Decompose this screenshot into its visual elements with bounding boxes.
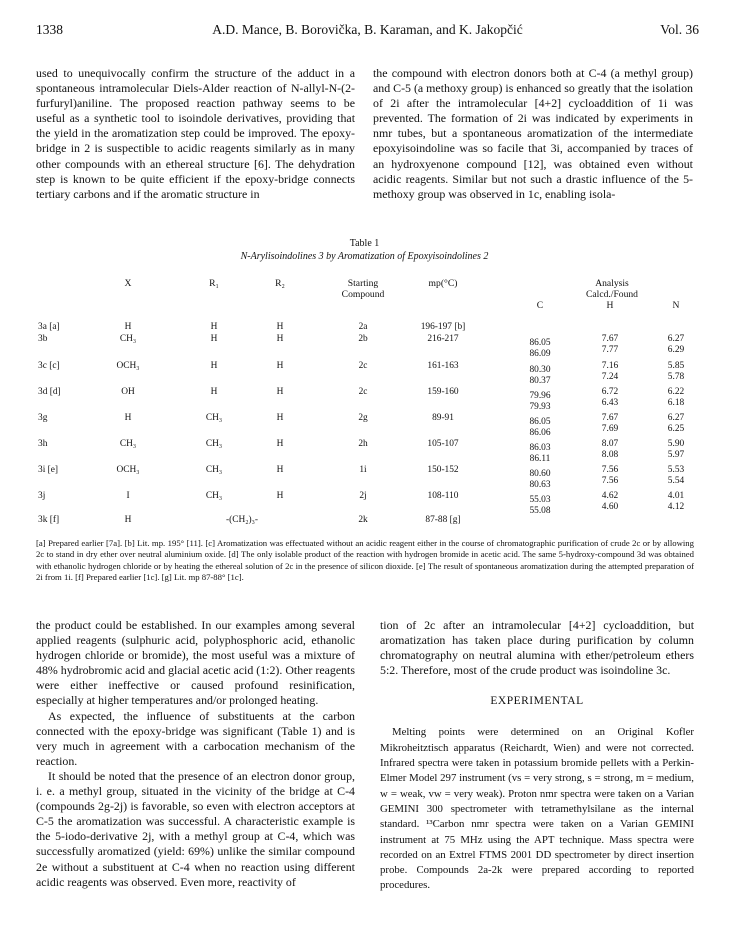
- cell-r2: H: [276, 387, 284, 397]
- cell-n-found: 5.54: [667, 476, 685, 486]
- col-header-n: N: [672, 300, 680, 311]
- cell-r2: H: [276, 465, 284, 475]
- table-caption-text: N-Arylisoindolines 3 by Aromatization of Epoxyisoindolines 2: [240, 251, 489, 262]
- cell-c-calcd: 55.03: [529, 495, 551, 505]
- row-compound-id: 3g: [38, 413, 48, 423]
- cell-h-found: 7.69: [601, 424, 619, 434]
- cell-h-found: 7.24: [601, 372, 619, 382]
- cell-mp: 105-107: [427, 439, 459, 449]
- row-compound-id: 3a [a]: [38, 322, 60, 332]
- cell-x: CH₃: [119, 439, 137, 449]
- cell-n-calcd: 4.01: [667, 491, 685, 501]
- col-header-mp: mp(°C): [428, 278, 458, 289]
- cell-mp: 87-88 [g]: [425, 515, 461, 525]
- cell-mp: 216-217: [427, 334, 459, 344]
- section-heading-experimental: EXPERIMENTAL: [490, 695, 584, 708]
- cell-x: OCH₃: [116, 361, 140, 371]
- cell-r2: H: [276, 439, 284, 449]
- cell-starting-compound: 2a: [358, 322, 368, 332]
- cell-starting-compound: 2h: [358, 439, 368, 449]
- cell-r1-r2-bridge: -(CH₂)₃-: [225, 515, 259, 525]
- cell-r1: CH₃: [205, 439, 223, 449]
- col-header-r2: R₂: [275, 278, 285, 289]
- cell-h-found: 7.56: [601, 476, 619, 486]
- cell-mp: 161-163: [427, 361, 459, 371]
- cell-r1: H: [210, 322, 218, 332]
- cell-c-calcd: 86.03: [529, 443, 551, 453]
- cell-c-calcd: 80.30: [529, 365, 551, 375]
- cell-c-found: 86.06: [529, 428, 551, 438]
- cell-r1: H: [210, 361, 218, 371]
- cell-n-found: 6.18: [667, 398, 685, 408]
- cell-h-calcd: 7.67: [601, 334, 619, 344]
- cell-r2: H: [276, 322, 284, 332]
- footnote-text: [a] Prepared earlier [7a]. [b] Lit. mp. 195° [11]. [c] Aromatization was effectuated without an acidic reagent either in the course of chromatographic purification of crude 2c or by allowing 2c to stand in dry ether over neutral aluminium oxide. [d] The only isolable product of the reaction with hydrogen bromide in acetic acid. The same 5-hydroxy-compound 3d was obtained with ethanolic hydrogen chloride or by heating the ethereal solution of 2c in the presence of silicon dioxide. [e] The result of spontaneous aromatization during the attempted preparation of 2i from 1i. [f] Prepared earlier [1c]. [g] Lit. mp 87-88° [1c].: [36, 538, 694, 583]
- cell-n-calcd: 6.22: [667, 387, 685, 397]
- cell-n-found: 5.78: [667, 372, 685, 382]
- cell-starting-compound: 2c: [358, 361, 368, 371]
- cell-c-calcd: 80.60: [529, 469, 551, 479]
- cell-c-found: 86.09: [529, 349, 551, 359]
- cell-x: OH: [121, 387, 135, 397]
- cell-x: H: [124, 413, 132, 423]
- row-compound-id: 3j: [38, 491, 46, 501]
- cell-h-calcd: 8.07: [601, 439, 619, 449]
- row-compound-id: 3b: [38, 334, 48, 344]
- cell-starting-compound: 2c: [358, 387, 368, 397]
- body-text-bottom-left: [36, 618, 355, 890]
- running-header: [36, 22, 699, 42]
- body-text-top-right: [373, 66, 693, 202]
- cell-n-calcd: 5.90: [667, 439, 685, 449]
- cell-r2: H: [276, 361, 284, 371]
- cell-c-found: 79.93: [529, 402, 551, 412]
- cell-mp: 159-160: [427, 387, 459, 397]
- cell-n-found: 5.97: [667, 450, 685, 460]
- cell-r1: CH₃: [205, 465, 223, 475]
- row-compound-id: 3d [d]: [38, 387, 61, 397]
- cell-c-found: 80.63: [529, 480, 551, 490]
- cell-n-calcd: 5.53: [667, 465, 685, 475]
- col-header-analysis: Analysis: [595, 278, 629, 289]
- cell-x: I: [126, 491, 130, 501]
- row-compound-id: 3k [f]: [38, 515, 60, 525]
- volume-label: Vol. 36: [660, 22, 699, 37]
- cell-h-found: 4.60: [601, 502, 619, 512]
- cell-h-calcd: 7.56: [601, 465, 619, 475]
- row-compound-id: 3c [c]: [38, 361, 60, 371]
- col-header-h: H: [606, 300, 614, 311]
- cell-r1: H: [210, 334, 218, 344]
- paragraph: used to unequivocally confirm the structure of the adduct in a spontaneous intramolecular Diels-Alder reaction of N-allyl-N-(2-furfuryl)aniline. The proposed reaction pathway seems to be useful as a synthetic tool to isoindole derivatives, providing that the yield in the aromatization step could be improved. The epoxy-bridge in 2 is suspectible to acidic reagents similarly as in many other compounds with an ethereal structure [6]. The dehydration step is known to be quite efficient if the epoxy-bridge connects tertiary carbons and if the aromatic structure in: [36, 66, 355, 201]
- cell-n-calcd: 6.27: [667, 413, 685, 423]
- cell-n-found: 4.12: [667, 502, 685, 512]
- cell-starting-compound: 1i: [359, 465, 367, 475]
- paragraph: It should be noted that the presence of an electron donor group, i. e. a methyl group, situated in the vicinity of the bridge at C-4 (compounds 2g-2j) is favorable, so even with electron acceptors at C-5 the aromatization was successful. A characteristic example is the 5-iodo-derivative 2j, with a methyl group at C-4, which was successfully aromatized (yield: 69%) unlike the similar compound 2e without a substituent at C-4 when no reaction using different acidic reagents was observed. Even more, reactivity of: [36, 768, 355, 889]
- cell-c-found: 55.08: [529, 506, 551, 516]
- cell-mp: 108-110: [427, 491, 459, 501]
- col-header-x: X: [124, 278, 132, 289]
- cell-h-found: 7.77: [601, 345, 619, 355]
- paragraph: the product could be established. In our examples among several applied reagents (sulphuric acid, polyphosphoric acid, ethanolic hydrogen chloride or bromide), the most useful was a mixture of 48% hydrobromic acid and glacial acetic acid (1:2). Other reagents were either ineffective or caused profound resinification, especially at higher temperatures and/or prolonged heating.: [36, 618, 355, 708]
- body-text-bottom-right: [380, 618, 694, 894]
- cell-c-found: 80.37: [529, 376, 551, 386]
- paragraph: the compound with electron donors both at C-4 (a methyl group) and C-5 (a methoxy group) is enhanced so greatly that the isolation of 2i after the intramolecular [4+2] cycloaddition of 1i was prevented. The formation of 2i was indicated by experiments in nmr tubes, but a spontaneous aromatization of the intermediate epoxyisoindoline was so facile that 3i, accompanied by traces of an hydroxyenone compound [12], was obtained even without acidic reagents. Similar but not such a drastic influence of the 5-methoxy group was observed in 1c, enabling isola-: [373, 66, 693, 201]
- paragraph: As expected, the influence of substituents at the carbon connected with the epoxy-bridge was significant (Table 1) and is very much in agreement with a carbocation mechanism of the reaction.: [36, 708, 355, 768]
- cell-h-calcd: 4.62: [601, 491, 619, 501]
- cell-x: CH₃: [119, 334, 137, 344]
- cell-h-found: 8.08: [601, 450, 619, 460]
- cell-r1: CH₃: [205, 413, 223, 423]
- cell-x: H: [124, 322, 132, 332]
- cell-c-found: 86.11: [529, 454, 551, 464]
- col-header-r1: R₁: [209, 278, 219, 289]
- cell-r2: H: [276, 491, 284, 501]
- cell-n-found: 6.29: [667, 345, 685, 355]
- col-header-calcd-found: Calcd./Found: [586, 289, 638, 300]
- cell-r2: H: [276, 413, 284, 423]
- row-compound-id: 3i [e]: [38, 465, 59, 475]
- col-header-starting: Starting: [347, 278, 379, 289]
- cell-r1: H: [210, 387, 218, 397]
- cell-mp: 150-152: [427, 465, 459, 475]
- cell-mp: 89-91: [432, 413, 454, 423]
- cell-n-calcd: 5.85: [667, 361, 685, 371]
- cell-r2: H: [276, 334, 284, 344]
- cell-n-found: 6.25: [667, 424, 685, 434]
- cell-n-calcd: 6.27: [667, 334, 685, 344]
- cell-c-calcd: 86.05: [529, 338, 551, 348]
- cell-h-calcd: 7.16: [601, 361, 619, 371]
- cell-starting-compound: 2g: [358, 413, 368, 423]
- paragraph: Melting points were determined on an Original Kofler Mikroheitztisch apparatus (Reichardt, Wien) and were not corrected. Infrared spectra were taken in potassium bromide pellets with a Perkin-Elmer Model 297 instrument (vs = very strong, s = strong, m = medium, w = weak, vw = very weak). Proton nmr spectra were taken on a Varian GEMINI 300 spectrometer with tetramethylsilane as the internal standard. ¹³Carbon nmr spectra were taken on a Varian GEMINI instrument at 75 MHz using the APT technique. Mass spectra were recorded on an Extrel FTMS 2001 DD spectrometer by direct insertion probe. Compounds 2a-2k were prepared according to reported procedures.: [380, 726, 694, 892]
- col-header-compound: Compound: [341, 289, 385, 300]
- cell-starting-compound: 2b: [358, 334, 368, 344]
- row-compound-id: 3h: [38, 439, 48, 449]
- cell-c-calcd: 86.05: [529, 417, 551, 427]
- cell-h-calcd: 6.72: [601, 387, 619, 397]
- body-text-top-left: [36, 66, 355, 202]
- table-caption: [0, 251, 729, 263]
- cell-mp: 196-197 [b]: [420, 322, 466, 332]
- paragraph: tion of 2c after an intramolecular [4+2] cycloaddition, but aromatization has taken place during purification by column chromatography on neutral alumina with ether/petroleum ethers 5:2. Therefore, most of the crude product was isoindoline 3c.: [380, 618, 694, 678]
- table-label: Table 1: [349, 238, 380, 249]
- cell-starting-compound: 2k: [358, 515, 368, 525]
- page-number: 1338: [36, 22, 63, 37]
- cell-c-calcd: 79.96: [529, 391, 551, 401]
- cell-h-calcd: 7.67: [601, 413, 619, 423]
- cell-h-found: 6.43: [601, 398, 619, 408]
- cell-starting-compound: 2j: [359, 491, 367, 501]
- cell-x: OCH₃: [116, 465, 140, 475]
- table-footnotes: [36, 538, 694, 584]
- running-authors: A.D. Mance, B. Borovička, B. Karaman, and K. Jakopčić: [212, 22, 523, 37]
- col-header-c: C: [536, 300, 544, 311]
- cell-x: H: [124, 515, 132, 525]
- cell-r1: CH₃: [205, 491, 223, 501]
